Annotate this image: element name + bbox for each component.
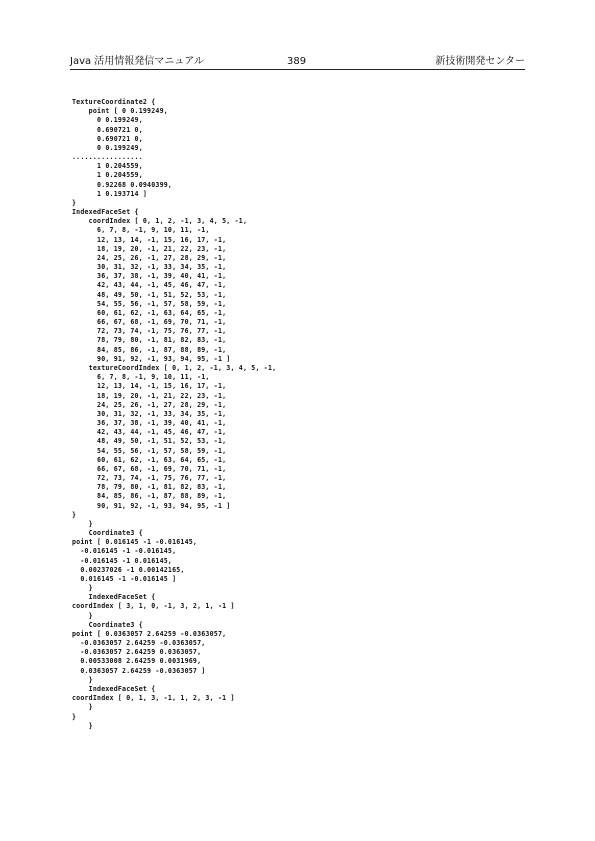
code-line: point [ 0.016145 -1 -0.016145, — [72, 538, 198, 547]
code-line: 6, 7, 8, -1, 9, 10, 11, -1, — [72, 373, 210, 382]
code-line: 42, 43, 44, -1, 45, 46, 47, -1, — [72, 428, 227, 437]
code-line: 24, 25, 26, -1, 27, 28, 29, -1, — [72, 400, 227, 409]
code-line: 30, 31, 32, -1, 33, 34, 35, -1, — [72, 263, 227, 272]
code-line: 0.0363057 2.64259 -0.0363057 ] — [72, 666, 206, 675]
code-line: TextureCoordinate2 { — [72, 98, 156, 106]
code-line: 18, 19, 20, -1, 21, 22, 23, -1, — [72, 244, 227, 253]
code-line: } — [72, 703, 93, 712]
code-line: } — [72, 721, 93, 730]
code-line: 78, 79, 80, -1, 81, 82, 83, -1, — [72, 483, 227, 492]
code-line: 84, 85, 86, -1, 87, 88, 89, -1, — [72, 345, 227, 354]
page-number: 389 — [287, 56, 307, 67]
code-line: Coordinate3 { — [72, 620, 143, 629]
code-line: -0.0363057 2.64259 0.0363057, — [72, 648, 202, 657]
code-line: 66, 67, 68, -1, 69, 70, 71, -1, — [72, 464, 227, 473]
code-line: } — [72, 712, 77, 721]
code-line: 36, 37, 38, -1, 39, 40, 41, -1, — [72, 419, 227, 428]
code-line: textureCoordIndex [ 0, 1, 2, -1, 3, 4, 5, -1, — [72, 363, 277, 372]
code-line: 0 0.199249, — [72, 116, 143, 125]
code-line: IndexedFaceSet { — [72, 208, 139, 217]
code-line: 0.016145 -1 -0.016145 ] — [72, 574, 177, 583]
code-line: 0 0.199249, — [72, 143, 143, 152]
code-line: 1 0.204559, — [72, 171, 143, 180]
code-listing — [72, 98, 512, 731]
code-line: 24, 25, 26, -1, 27, 28, 29, -1, — [72, 253, 227, 262]
code-line: } — [72, 584, 93, 593]
code-line: 0.690721 0, — [72, 125, 143, 134]
code-line: 72, 73, 74, -1, 75, 76, 77, -1, — [72, 474, 227, 483]
code-line: 90, 91, 92, -1, 93, 94, 95, -1 ] — [72, 501, 231, 510]
code-line: } — [72, 675, 93, 684]
code-line: } — [72, 519, 93, 528]
code-line: 66, 67, 68, -1, 69, 70, 71, -1, — [72, 318, 227, 327]
code-line: 78, 79, 80, -1, 81, 82, 83, -1, — [72, 336, 227, 345]
code-line: IndexedFaceSet { — [72, 685, 156, 693]
code-line: point [ 0.0363057 2.64259 -0.0363057, — [72, 629, 227, 638]
page-header — [70, 55, 525, 69]
code-line: 72, 73, 74, -1, 75, 76, 77, -1, — [72, 327, 227, 336]
code-line: 12, 13, 14, -1, 15, 16, 17, -1, — [72, 382, 227, 391]
code-line: -0.0363057 2.64259 -0.0363057, — [72, 639, 206, 648]
code-line: 0.92268 0.0940399, — [72, 180, 173, 189]
code-line: IndexedFaceSet { — [72, 593, 156, 602]
code-line: 0.00533008 2.64259 0.0031969, — [72, 657, 202, 666]
code-line: 1 0.204559, — [72, 162, 143, 171]
code-line: 54, 55, 56, -1, 57, 58, 59, -1, — [72, 299, 227, 308]
header-rule — [70, 69, 525, 70]
code-line: } — [72, 198, 77, 207]
code-line: 48, 49, 50, -1, 51, 52, 53, -1, — [72, 290, 227, 299]
code-line: coordIndex [ 0, 1, 3, -1, 1, 2, 3, -1 ] — [72, 694, 235, 703]
code-line: point [ 0 0.199249, — [72, 107, 168, 116]
code-line: 1 0.193714 ] — [72, 189, 148, 198]
code-line: -0.016145 -1 -0.016145, — [72, 547, 177, 556]
code-line: coordIndex [ 0, 1, 2, -1, 3, 4, 5, -1, — [72, 217, 248, 226]
header-title: Java 活用情報発信マニュアル — [70, 56, 204, 67]
code-line: 54, 55, 56, -1, 57, 58, 59, -1, — [72, 446, 227, 455]
header-organization: 新技術開発センター — [435, 56, 525, 67]
code-line: 18, 19, 20, -1, 21, 22, 23, -1, — [72, 391, 227, 400]
code-line: Coordinate3 { — [72, 529, 143, 538]
code-line: } — [72, 611, 93, 620]
code-line: 42, 43, 44, -1, 45, 46, 47, -1, — [72, 281, 227, 290]
code-line: } — [72, 510, 77, 519]
code-line: 48, 49, 50, -1, 51, 52, 53, -1, — [72, 437, 227, 446]
code-line: 12, 13, 14, -1, 15, 16, 17, -1, — [72, 235, 227, 244]
code-line: 90, 91, 92, -1, 93, 94, 95, -1 ] — [72, 354, 231, 363]
code-line: 60, 61, 62, -1, 63, 64, 65, -1, — [72, 308, 227, 317]
code-line: coordIndex [ 3, 1, 0, -1, 3, 2, 1, -1 ] — [72, 602, 235, 611]
code-line: 36, 37, 38, -1, 39, 40, 41, -1, — [72, 272, 227, 281]
code-line: 60, 61, 62, -1, 63, 64, 65, -1, — [72, 455, 227, 464]
code-line: ................. — [72, 153, 143, 162]
code-line: 0.690721 0, — [72, 134, 143, 143]
code-line: 0.00237026 -1 0.00142165, — [72, 565, 185, 574]
code-line: 6, 7, 8, -1, 9, 10, 11, -1, — [72, 226, 210, 235]
code-line: 84, 85, 86, -1, 87, 88, 89, -1, — [72, 492, 227, 501]
code-line: 30, 31, 32, -1, 33, 34, 35, -1, — [72, 409, 227, 418]
code-line: -0.016145 -1 0.016145, — [72, 556, 173, 565]
